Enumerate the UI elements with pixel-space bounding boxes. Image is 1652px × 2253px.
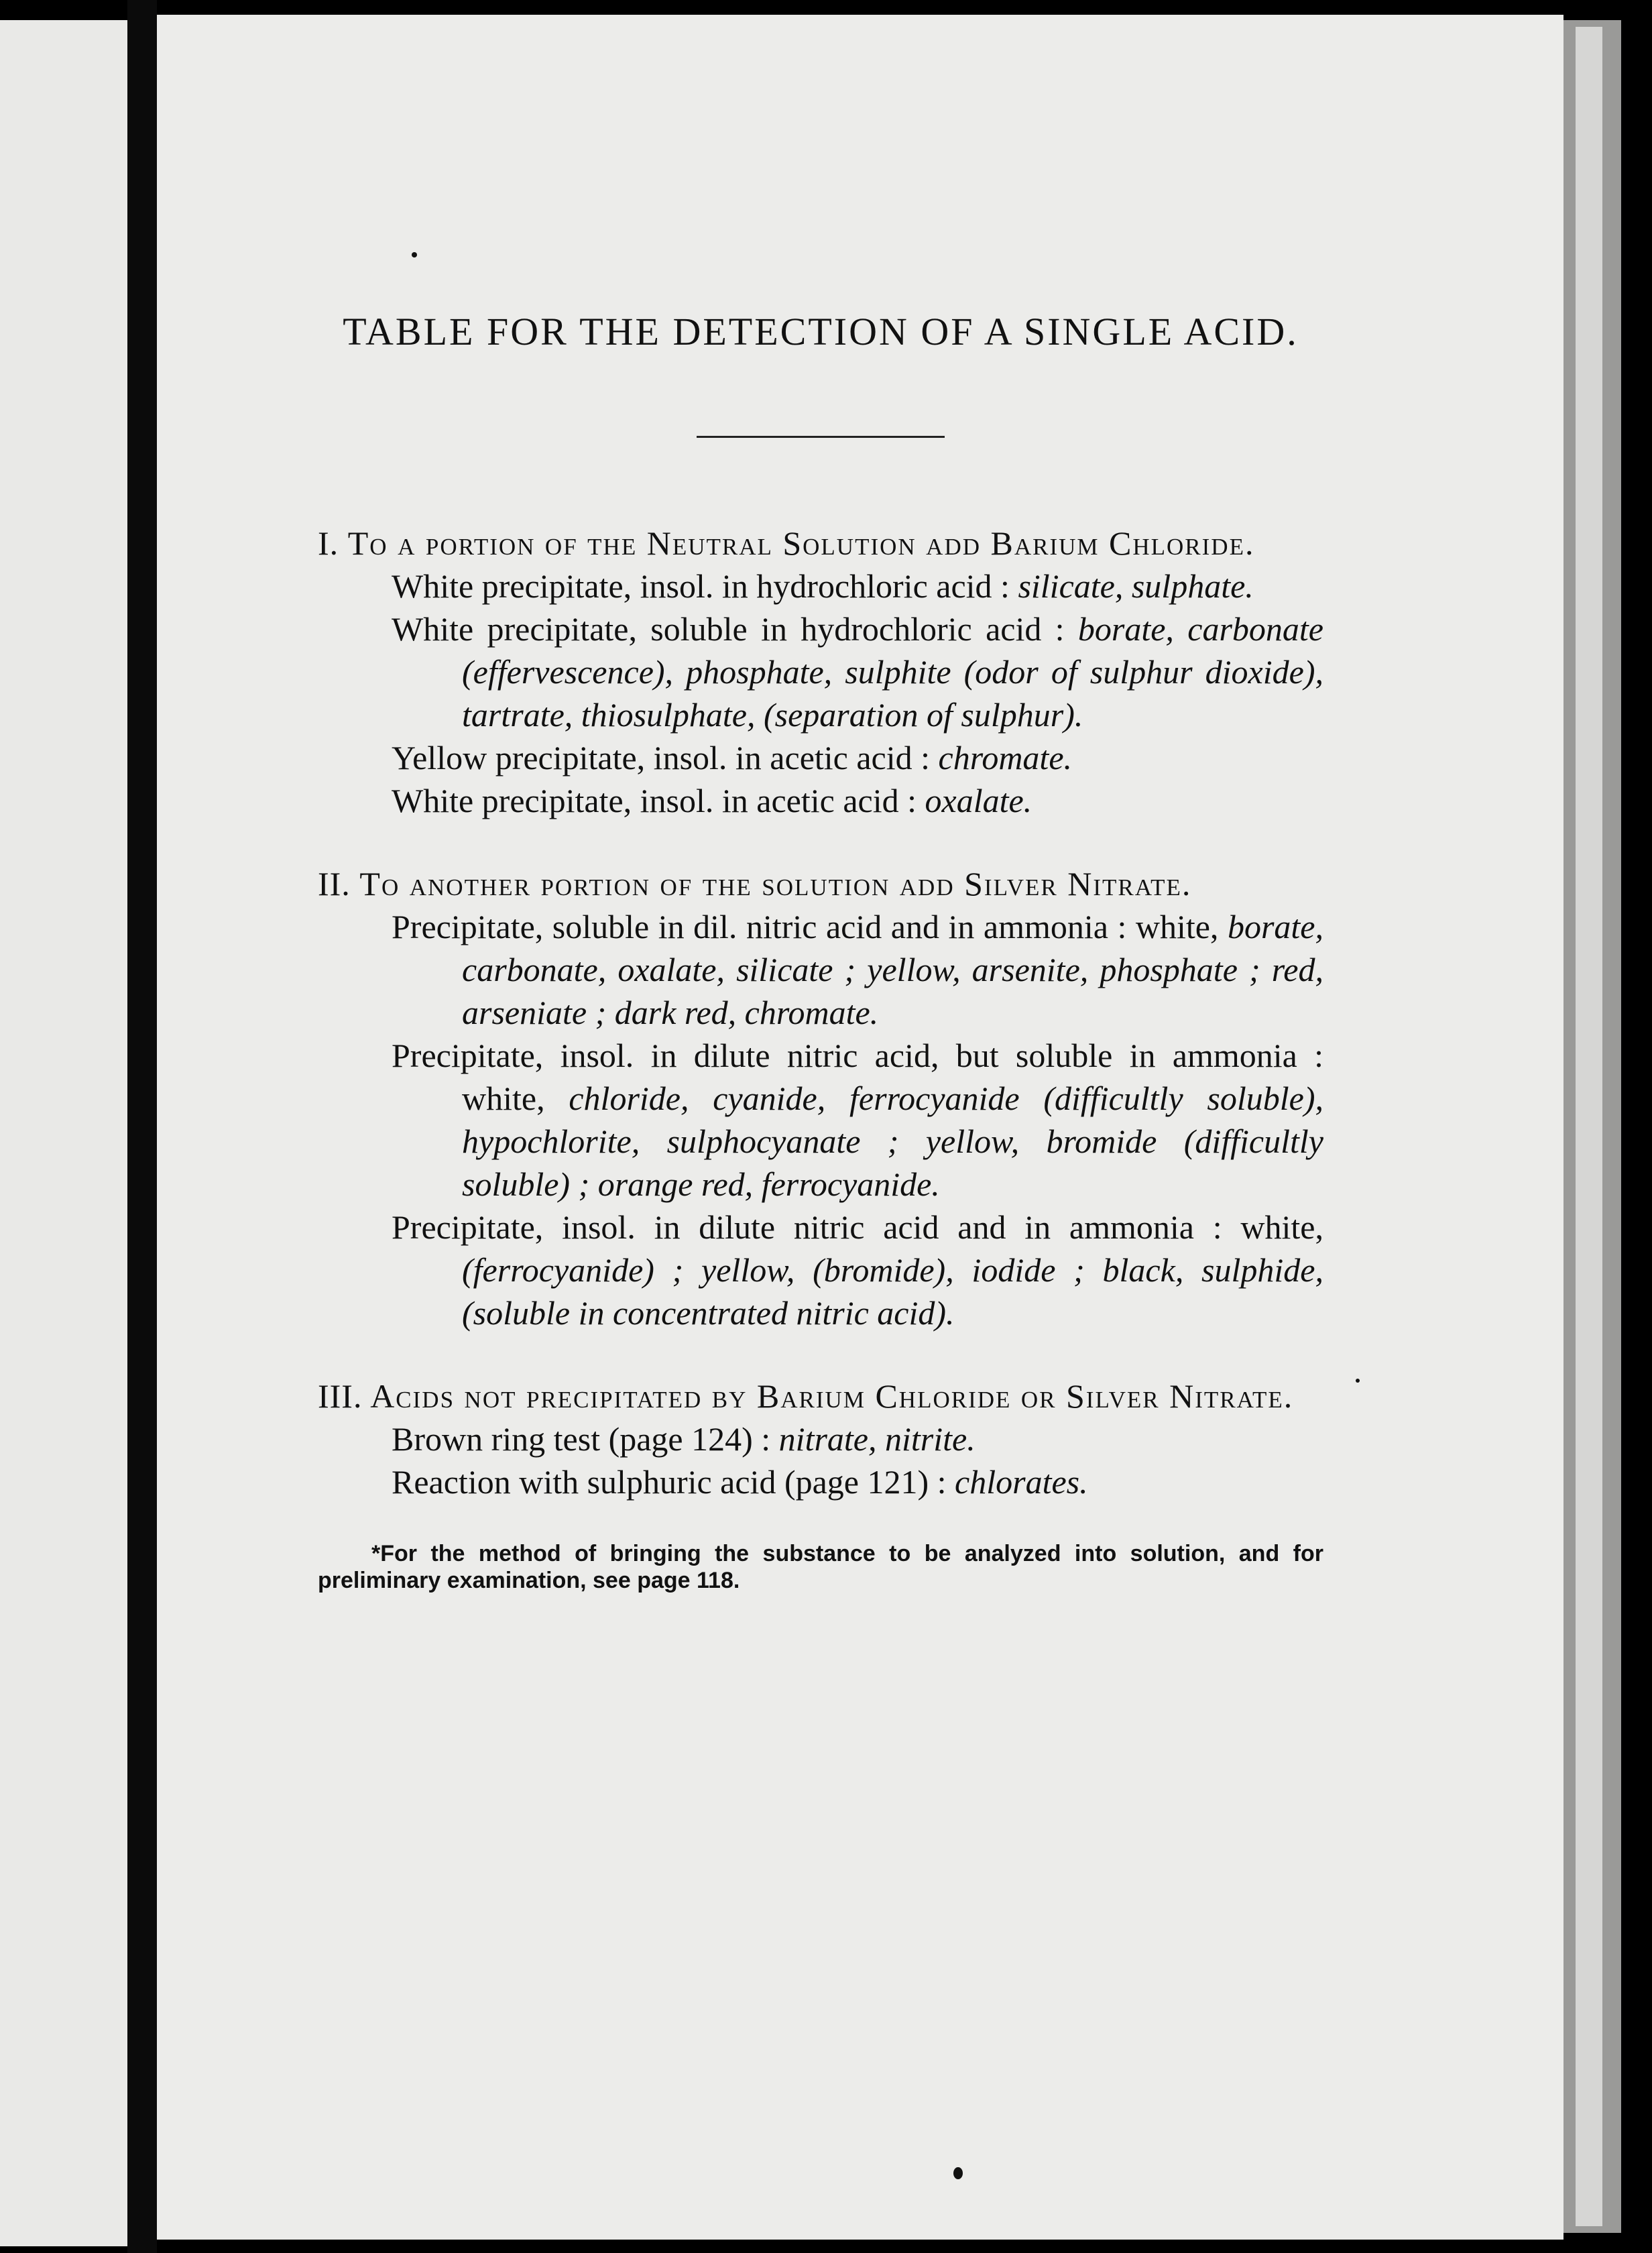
entry-result: oxalate. <box>925 781 1032 819</box>
list-item <box>392 905 1323 1034</box>
section-heading <box>318 522 1323 565</box>
page-content <box>318 268 1323 1594</box>
entry-text: Precipitate, insol. in dilute nitric acid and in ammonia : white, <box>392 1208 1323 1246</box>
entry-text: Brown ring test (page 124) : <box>392 1420 779 1458</box>
ink-speck <box>953 2167 963 2179</box>
section-number: II. <box>318 864 351 903</box>
entry-text: Precipitate, insol. in dilute nitric acid, but soluble in ammonia : white, <box>392 1036 1323 1117</box>
entry-result: chromate. <box>938 738 1073 776</box>
list-item <box>392 1418 1323 1460</box>
entry-result: borate, carbonate, oxalate, silicate ; yellow, arsenite, phosphate ; red, arseniate ; dark red, chromate. <box>462 907 1323 1031</box>
section-heading-text: To another portion of the solution add Silver Nitrate. <box>359 864 1192 903</box>
section-heading <box>318 1375 1323 1418</box>
entry-text: Precipitate, soluble in dil. nitric acid and in ammonia : white, <box>392 907 1228 945</box>
book-gutter <box>127 0 157 2253</box>
section-number: I. <box>318 524 339 562</box>
list-item <box>392 1460 1323 1503</box>
section-heading-text: To a portion of the Neutral Solution add Barium Chloride. <box>347 524 1255 562</box>
section-heading-text: Acids not precipitated by Barium Chloride or Silver Nitrate. <box>370 1377 1294 1415</box>
entry-result: chlorates. <box>955 1462 1088 1501</box>
entry-result: silicate, sulphate. <box>1018 567 1254 605</box>
entry-result: (ferrocyanide) ; yellow, (bromide), iodide ; black, sulphide, (soluble in concentrated nitric acid). <box>462 1251 1323 1332</box>
entry-text: Yellow precipitate, insol. in acetic acid : <box>392 738 939 776</box>
ink-speck <box>1356 1379 1360 1383</box>
list-item <box>392 1034 1323 1206</box>
list-item <box>392 1206 1323 1334</box>
entry-text: White precipitate, soluble in hydrochloric acid : <box>392 610 1078 648</box>
facing-page-edge <box>0 20 127 2246</box>
list-item <box>392 565 1323 608</box>
section-not-precipitated <box>318 1375 1323 1503</box>
list-item <box>392 736 1323 779</box>
entry-result: nitrate, nitrite. <box>778 1420 976 1458</box>
entry-result: borate, carbonate (effervescence), phosphate, sulphite (odor of sulphur dioxide), tartrate, thiosulphate, (separation of sulphur). <box>462 610 1323 734</box>
section-silver-nitrate <box>318 862 1323 1334</box>
list-item <box>392 779 1323 822</box>
page-title: TABLE FOR THE DETECTION OF A SINGLE ACID. <box>343 310 1299 353</box>
entry-result: chloride, cyanide, ferrocyanide (difficultly soluble), hypochlorite, sulphocyanate ; yellow, bromide (difficultly soluble) ; orange red, ferrocyanide. <box>462 1079 1323 1203</box>
entry-text: White precipitate, insol. in acetic acid : <box>392 781 925 819</box>
section-barium-chloride <box>318 522 1323 822</box>
ink-speck <box>412 252 417 257</box>
footnote: *For the method of bringing the substance to be analyzed into solution, and for preliminary examination, see page 118. <box>318 1540 1323 1593</box>
section-heading <box>318 862 1323 905</box>
entry-text: Reaction with sulphuric acid (page 121) : <box>392 1462 955 1501</box>
entry-text: White precipitate, insol. in hydrochloric acid : <box>392 567 1018 605</box>
list-item <box>392 608 1323 736</box>
title-divider <box>697 436 945 438</box>
section-number: III. <box>318 1377 363 1415</box>
page-stack-edge-inner <box>1576 27 1602 2226</box>
